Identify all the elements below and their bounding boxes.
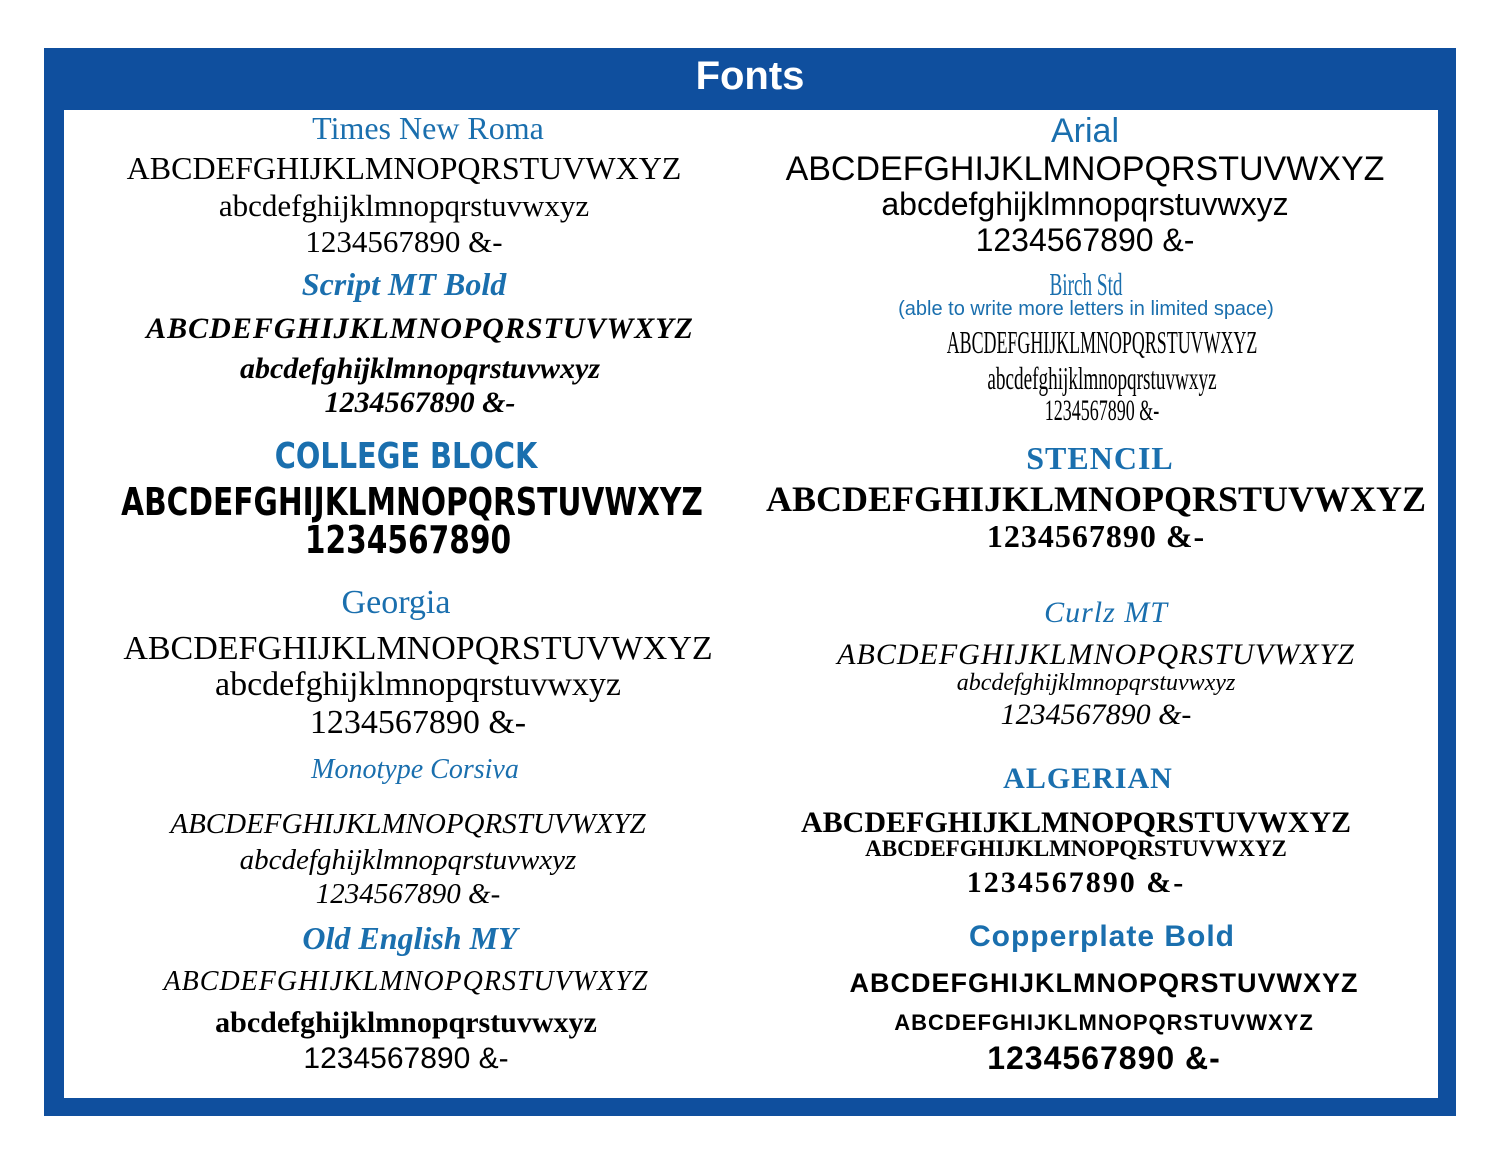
sample-uppercase-small: ABCDEFGHIJKLMNOPQRSTUVWXYZ (865, 836, 1287, 861)
sample-digits: 1234567890 &- (986, 518, 1206, 554)
sample-digits: 1234567890 &- (305, 224, 503, 259)
sample-digits: 1234567890 &- (303, 1042, 509, 1075)
sample-uppercase: ABCDEFGHIJKLMNOPQRSTUVWXYZ (123, 630, 713, 667)
sample-uppercase: ABCDEFGHIJKLMNOPQRSTUVWXYZ (946, 324, 1258, 360)
font-name-stencil: STENCIL (1026, 440, 1174, 476)
sample-lowercase: abcdefghijklmnopqrstuvwxyz (881, 186, 1289, 222)
sample-lowercase: abcdefghijklmnopqrstuvwxyz (239, 844, 577, 876)
sample-lowercase: abcdefghijklmnopqrstuvwxyz (218, 188, 590, 223)
sample-uppercase: ABCDEFGHIJKLMNOPQRSTUVWXYZ (785, 150, 1385, 188)
font-name-times: Times New Roma (312, 110, 544, 146)
sample-lowercase: abcdefghijklmnopqrstuvwxyz (956, 670, 1236, 696)
sample-uppercase: ABCDEFGHIJKLMNOPQRSTUVWXYZ (765, 479, 1427, 519)
sample-uppercase: ABCDEFGHIJKLMNOPQRSTUVWXYZ (849, 968, 1359, 998)
sample-lowercase: abcdefghijklmnopqrstuvwxyz (215, 1006, 597, 1039)
sample-lowercase: abcdefghijklmnopqrstuvwxyz (239, 352, 601, 385)
sample-uppercase-small: ABCDEFGHIJKLMNOPQRSTUVWXYZ (894, 1010, 1314, 1035)
sample-digits: 1234567890 &- (1044, 394, 1160, 427)
sample-digits: 1234567890 &- (1000, 698, 1192, 731)
sample-digits: 1234567890 &- (309, 704, 527, 741)
sample-uppercase: ABCDEFGHIJKLMNOPQRSTUVWXYZ (170, 808, 646, 840)
font-name-college-block: COLLEGE BLOCK (274, 436, 538, 477)
sample-digits: 1234567890 (304, 518, 512, 562)
font-name-curlz: Curlz MT (1044, 596, 1168, 629)
font-name-arial: Arial (1050, 112, 1120, 150)
page-title: Fonts (695, 54, 805, 98)
sample-digits: 1234567890 &- (975, 222, 1195, 258)
sample-uppercase: ABCDEFGHIJKLMNOPQRSTUVWXYZ (146, 312, 694, 345)
sample-uppercase: ABCDEFGHIJKLMNOPQRSTUVWXYZ (126, 150, 682, 186)
sample-digits: 1234567890 &- (315, 878, 501, 910)
sample-uppercase: ABCDEFGHIJKLMNOPQRSTUVWXYZ (163, 966, 649, 997)
sample-digits: 1234567890 &- (324, 386, 516, 419)
sample-digits: 1234567890 &- (987, 1040, 1221, 1076)
font-name-copperplate: Copperplate Bold (968, 920, 1236, 953)
font-name-corsiva: Monotype Corsiva (311, 754, 519, 785)
font-name-algerian: ALGERIAN (1003, 762, 1173, 795)
sample-uppercase: ABCDEFGHIJKLMNOPQRSTUVWXYZ (800, 806, 1352, 839)
sample-uppercase: ABCDEFGHIJKLMNOPQRSTUVWXYZ (121, 480, 703, 524)
sample-lowercase: abcdefghijklmnopqrstuvwxyz (214, 666, 622, 703)
sample-lowercase: abcdefghijklmnopqrstuvwxyz (987, 360, 1217, 396)
font-name-georgia: Georgia (341, 584, 451, 621)
sample-uppercase: ABCDEFGHIJKLMNOPQRSTUVWXYZ (837, 638, 1355, 671)
font-name-old-english: Old English MY (302, 920, 518, 956)
font-name-birch: Birch Std (1049, 266, 1123, 302)
font-note: (able to write more letters in limited space) (898, 298, 1274, 320)
sample-digits: 1234567890 &- (966, 866, 1186, 899)
font-name-script: Script MT Bold (301, 266, 507, 302)
